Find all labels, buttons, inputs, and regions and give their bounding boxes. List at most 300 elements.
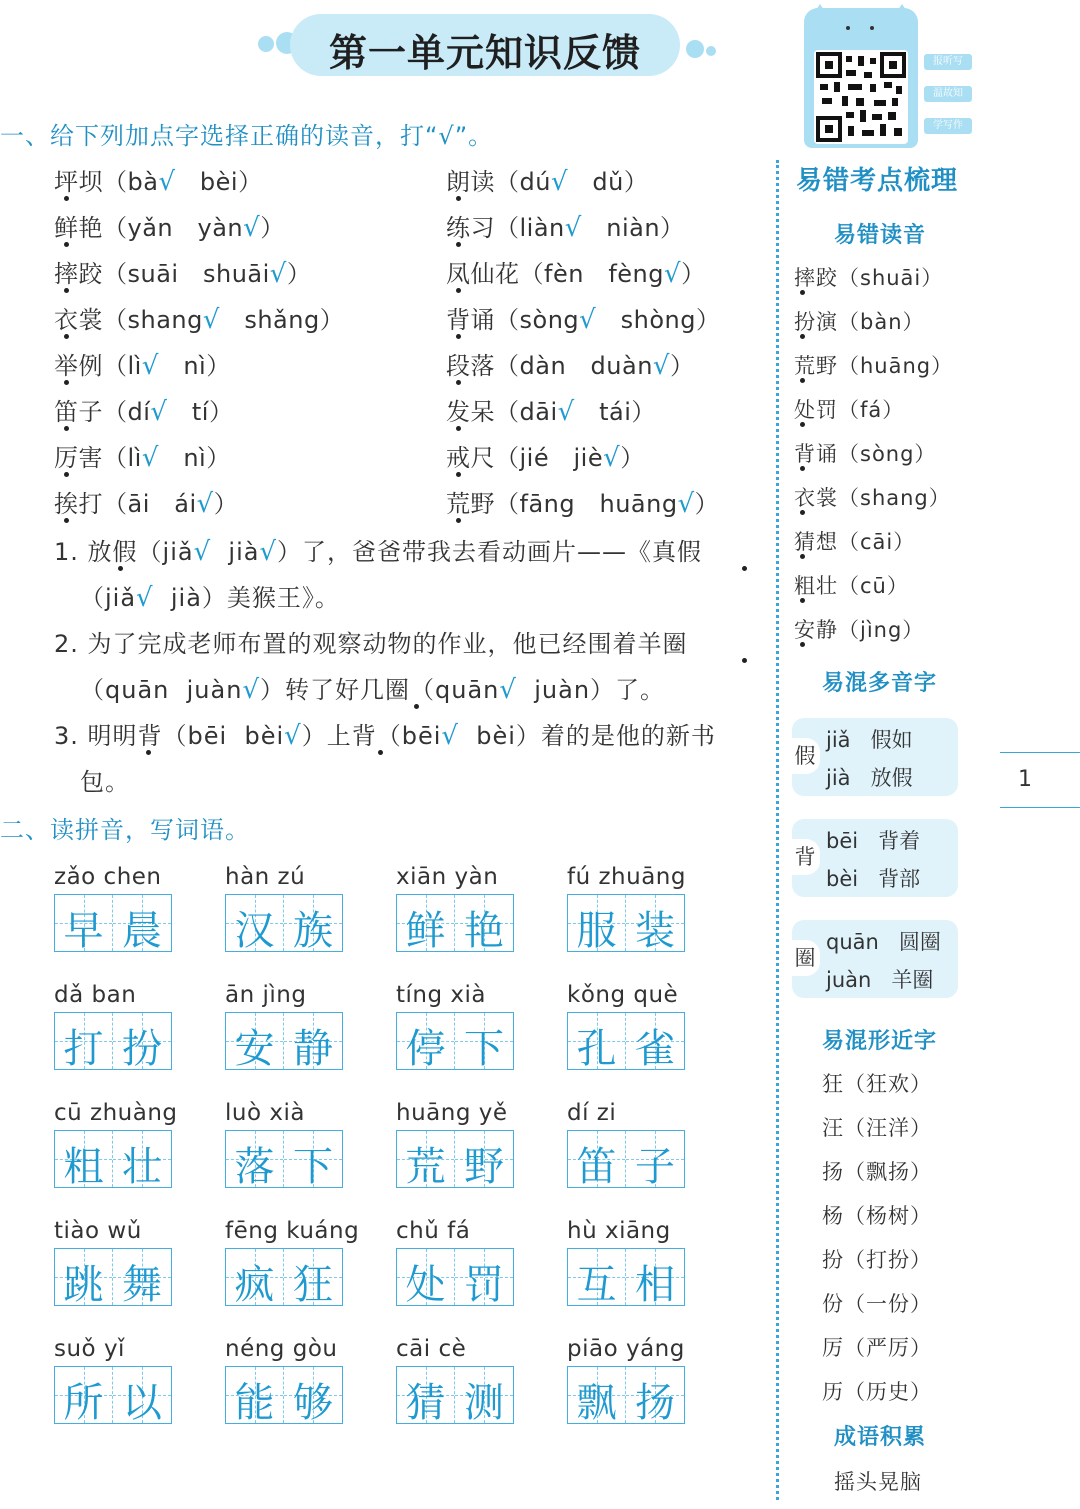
word-pinyin: suǒ yǐ [54, 1336, 125, 1362]
grid-box[interactable] [455, 1249, 513, 1308]
sentence-text: juàn [186, 676, 243, 704]
sidebar-subheading-polyphonic: 易混多音字 [822, 671, 938, 696]
option-b[interactable]: nì [183, 444, 207, 472]
option-b[interactable]: ái [174, 490, 197, 518]
eye-decoration [870, 26, 874, 30]
check-mark-icon: √ [557, 397, 575, 427]
pronunciation-item: 举例（lì√ nì） [54, 351, 231, 381]
sidebar-idiom: 摇头晃脑 [834, 1470, 922, 1494]
sidebar-subheading-idiom: 成语积累 [834, 1425, 927, 1450]
sidebar-reading-item: 安静（jìng） [794, 618, 925, 642]
option-b[interactable]: shuāi [202, 260, 270, 288]
sidebar-similar-item: 汪（汪洋） [822, 1116, 932, 1140]
writing-grid[interactable] [225, 1248, 343, 1306]
word-cell [225, 1336, 345, 1426]
writing-grid[interactable] [225, 1366, 343, 1424]
word-pinyin: néng gòu [225, 1336, 338, 1362]
option-b[interactable]: shòng [620, 306, 696, 334]
item-word: 衣裳 [54, 306, 103, 334]
option-b[interactable]: niàn [606, 214, 661, 242]
sidebar-similar-item: 扬（飘扬） [822, 1160, 932, 1184]
check-mark-icon: √ [284, 721, 302, 751]
pronunciation-item: 凤仙花（fèn fèng√） [446, 259, 706, 289]
option-a[interactable]: bà [127, 168, 159, 196]
writing-grid[interactable] [567, 1248, 685, 1306]
polyphonic-word: 圆圈 [898, 930, 941, 954]
grid-box[interactable] [113, 1249, 171, 1308]
qr-tag[interactable]: 温故知 [924, 86, 972, 102]
grid-character: 雀 [635, 1026, 675, 1072]
item-word: 坪坝 [54, 168, 103, 196]
option-b[interactable]: jiè [573, 444, 604, 472]
sidebar-subheading-similar: 易混形近字 [822, 1029, 938, 1054]
sentence-text: ）转了好几圈（quān [260, 676, 500, 704]
emphasis-dot [456, 196, 461, 201]
grid-box[interactable] [284, 895, 342, 954]
sentence-2-line-1: 2. 为了完成老师布置的观察动物的作业，他已经围着羊圈 [54, 630, 688, 658]
pronunciation-item: 鲜艳（yǎn yàn√） [54, 213, 285, 243]
grid-box[interactable] [397, 1013, 455, 1072]
sidebar-similar-item: 厉（严厉） [822, 1336, 932, 1360]
grid-box[interactable] [226, 895, 284, 954]
word-cell [225, 1218, 360, 1308]
qr-tag[interactable]: 报听写 [924, 54, 972, 70]
polyphonic-word: 假如 [870, 728, 913, 752]
sidebar-reading-item: 扮演（bàn） [794, 310, 925, 334]
emphasis-dot [456, 426, 461, 431]
grid-character: 扮 [122, 1026, 162, 1072]
option-b[interactable]: tí [191, 398, 209, 426]
sentence-text: （jiǎ [80, 584, 137, 612]
word-cell [225, 1100, 345, 1190]
emphasis-dot [456, 380, 461, 385]
word-cell [225, 864, 345, 954]
polyphonic-row [826, 964, 933, 994]
word-cell [54, 1336, 174, 1426]
qr-code-icon[interactable] [814, 50, 908, 144]
emphasis-dot [64, 518, 69, 523]
option-a[interactable]: dú [519, 168, 551, 196]
polyphonic-card [792, 718, 958, 796]
grid-character: 舞 [122, 1262, 162, 1308]
qr-tag[interactable]: 学写作 [924, 118, 972, 134]
grid-box[interactable] [226, 1249, 284, 1308]
writing-grid[interactable] [396, 1130, 514, 1188]
sentence-text: ）上背（bēi [301, 722, 442, 750]
option-a[interactable]: shang [127, 306, 203, 334]
writing-grid[interactable] [54, 1130, 172, 1188]
word-pinyin: ān jìng [225, 982, 307, 1008]
emphasis-dot [456, 334, 461, 339]
grid-box[interactable] [55, 895, 113, 954]
qr-card[interactable] [804, 8, 918, 148]
word-cell [396, 1100, 516, 1190]
sidebar-reading-item: 背诵（sòng） [794, 442, 937, 466]
option-a[interactable]: jié [519, 444, 550, 472]
emphasis-dot [64, 334, 69, 339]
emphasis-dot [800, 466, 805, 471]
pronunciation-item: 练习（liàn√ niàn） [446, 213, 685, 243]
grid-character: 装 [635, 908, 675, 954]
grid-box[interactable] [568, 1249, 626, 1308]
writing-grid[interactable] [567, 1366, 685, 1424]
polyphonic-char: 假 [790, 738, 820, 774]
emphasis-dot [800, 378, 805, 383]
grid-character: 处 [405, 1262, 446, 1308]
grid-box[interactable] [626, 1367, 684, 1426]
pronunciation-item: 坪坝（bà√ bèi） [54, 167, 263, 197]
ear-decoration [808, 4, 832, 22]
column-divider [776, 160, 779, 1500]
pronunciation-item: 戒尺（jié jiè√） [446, 443, 645, 473]
polyphonic-pinyin: jià [826, 766, 851, 790]
option-a[interactable]: fèn [544, 260, 584, 288]
sidebar-similar-item: 狂（狂欢） [822, 1072, 932, 1096]
check-mark-icon: √ [499, 675, 517, 705]
emphasis-dot [378, 750, 383, 755]
option-b[interactable]: dǔ [592, 168, 624, 196]
word-pinyin: kǒng què [567, 982, 679, 1008]
check-mark-icon: √ [141, 443, 159, 473]
grid-character: 孔 [576, 1026, 617, 1072]
pronunciation-item: 荒野（fāng huāng√） [446, 489, 720, 519]
polyphonic-pinyin: jiǎ [826, 728, 851, 752]
polyphonic-pinyin: bēi [826, 829, 859, 853]
writing-grid[interactable] [396, 1012, 514, 1070]
writing-grid[interactable] [396, 894, 514, 952]
grid-character: 狂 [293, 1262, 333, 1308]
emphasis-dot [800, 598, 805, 603]
grid-character: 下 [464, 1026, 504, 1072]
option-a[interactable]: lì [127, 352, 142, 380]
grid-box[interactable] [568, 1131, 626, 1190]
check-mark-icon: √ [259, 537, 278, 567]
option-b[interactable]: fèng [608, 260, 664, 288]
grid-box[interactable] [55, 1249, 113, 1308]
option-a[interactable]: dí [127, 398, 151, 426]
grid-box[interactable] [455, 1367, 513, 1426]
qr-tag-list [924, 54, 972, 150]
check-mark-icon: √ [202, 305, 220, 335]
sidebar-similar-item: 杨（杨树） [822, 1204, 932, 1228]
grid-box[interactable] [626, 1013, 684, 1072]
grid-box[interactable] [284, 1249, 342, 1308]
polyphonic-row [826, 926, 941, 956]
grid-character: 汉 [234, 908, 275, 954]
item-word: 发呆 [446, 398, 495, 426]
grid-character: 停 [405, 1026, 446, 1072]
grid-box[interactable] [55, 1013, 113, 1072]
word-pinyin: cū zhuàng [54, 1100, 178, 1126]
emphasis-dot [64, 426, 69, 431]
sentence-text: juàn）了。 [534, 676, 666, 704]
writing-grid[interactable] [396, 1366, 514, 1424]
grid-character: 族 [293, 908, 333, 954]
check-mark-icon: √ [150, 397, 168, 427]
grid-box[interactable] [226, 1131, 284, 1190]
sentence-text: bèi）着的是他的新书 [476, 722, 716, 750]
grid-box[interactable] [626, 895, 684, 954]
polyphonic-char: 背 [790, 839, 820, 875]
option-b[interactable]: huāng [599, 490, 678, 518]
polyphonic-row [826, 724, 913, 754]
grid-box[interactable] [626, 1249, 684, 1308]
word-cell [54, 1218, 174, 1308]
sidebar-similar-item: 份（一份） [822, 1292, 932, 1316]
word-pinyin: dǎ ban [54, 982, 137, 1008]
grid-box[interactable] [626, 1131, 684, 1190]
pronunciation-item: 朗读（dú√ dǔ） [446, 167, 649, 197]
section1-heading: 一、给下列加点字选择正确的读音，打“√”。 [0, 122, 494, 150]
sentence-text: jià）美猴王》。 [170, 584, 340, 612]
word-cell [396, 1218, 516, 1308]
sentence-text: ）了，爸爸带我去看动画片——《真假 [277, 538, 703, 566]
check-mark-icon: √ [677, 489, 695, 519]
grid-character: 能 [234, 1380, 275, 1426]
grid-box[interactable] [455, 895, 513, 954]
option-a[interactable]: dāi [519, 398, 558, 426]
page-number-box [1000, 752, 1080, 808]
grid-character: 晨 [122, 908, 162, 954]
emphasis-dot [800, 510, 805, 515]
polyphonic-word: 羊圈 [891, 968, 934, 992]
word-pinyin: piāo yáng [567, 1336, 685, 1362]
emphasis-dot [64, 242, 69, 247]
word-cell [567, 982, 687, 1072]
word-pinyin: huāng yě [396, 1100, 508, 1126]
check-mark-icon: √ [158, 167, 176, 197]
eye-decoration [846, 26, 850, 30]
grid-character: 打 [63, 1026, 104, 1072]
writing-grid[interactable] [54, 1366, 172, 1424]
sentence-1-line-2 [80, 578, 340, 613]
check-mark-icon: √ [243, 213, 261, 243]
option-a[interactable]: dàn [519, 352, 567, 380]
grid-character: 鲜 [405, 908, 446, 954]
option-a[interactable]: āi [127, 490, 150, 518]
word-pinyin: chǔ fá [396, 1218, 471, 1244]
option-a[interactable]: liàn [519, 214, 565, 242]
grid-box[interactable] [568, 895, 626, 954]
grid-character: 扬 [635, 1380, 675, 1426]
grid-character: 荒 [405, 1144, 446, 1190]
word-cell [567, 1336, 687, 1426]
grid-box[interactable] [113, 1013, 171, 1072]
polyphonic-card [792, 819, 958, 897]
pronunciation-item: 挨打（āi ái√） [54, 489, 239, 519]
word-cell [225, 982, 345, 1072]
grid-character: 所 [63, 1380, 104, 1426]
emphasis-dot [118, 566, 123, 571]
option-b[interactable]: bèi [199, 168, 239, 196]
option-a[interactable]: lì [127, 444, 142, 472]
polyphonic-word: 背着 [878, 829, 921, 853]
writing-grid[interactable] [54, 1012, 172, 1070]
grid-character: 服 [576, 908, 617, 954]
grid-box[interactable] [568, 1367, 626, 1426]
emphasis-dot [742, 658, 747, 663]
grid-character: 落 [234, 1144, 275, 1190]
check-mark-icon: √ [141, 351, 159, 381]
writing-grid[interactable] [225, 894, 343, 952]
word-cell [396, 982, 516, 1072]
grid-character: 下 [293, 1144, 333, 1190]
item-word: 背诵 [446, 306, 495, 334]
option-b[interactable]: tái [599, 398, 632, 426]
pronunciation-item: 发呆（dāi√ tái） [446, 397, 656, 427]
word-pinyin: zǎo chen [54, 864, 162, 890]
emphasis-dot [800, 554, 805, 559]
grid-box[interactable] [113, 895, 171, 954]
grid-character: 子 [635, 1144, 675, 1190]
check-mark-icon: √ [652, 351, 670, 381]
emphasis-dot [64, 380, 69, 385]
grid-box[interactable] [397, 1131, 455, 1190]
grid-box[interactable] [226, 1013, 284, 1072]
sentence-text: bèi [244, 722, 285, 750]
sentence-2-line-2 [80, 670, 665, 705]
grid-character: 疯 [234, 1262, 275, 1308]
grid-box[interactable] [455, 1013, 513, 1072]
writing-grid[interactable] [54, 1248, 172, 1306]
option-b[interactable]: duàn [590, 352, 653, 380]
word-pinyin: luò xià [225, 1100, 305, 1126]
emphasis-dot [456, 472, 461, 477]
polyphonic-word: 放假 [870, 766, 913, 790]
check-mark-icon: √ [564, 213, 582, 243]
writing-grid[interactable] [225, 1012, 343, 1070]
pronunciation-item: 段落（dàn duàn√） [446, 351, 695, 381]
title-banner [250, 10, 720, 80]
item-word: 荒野 [446, 490, 495, 518]
sidebar-reading-item: 摔跤（shuāi） [794, 266, 944, 290]
pronunciation-item: 厉害（lì√ nì） [54, 443, 231, 473]
emphasis-dot [456, 242, 461, 247]
grid-character: 野 [464, 1144, 504, 1190]
grid-character: 以 [122, 1380, 162, 1426]
pronunciation-item: 摔跤（suāi shuāi√） [54, 259, 312, 289]
item-word: 段落 [446, 352, 495, 380]
item-word: 厉害 [54, 444, 103, 472]
section2-heading: 二、读拼音，写词语。 [0, 816, 250, 844]
writing-grid[interactable] [567, 894, 685, 952]
polyphonic-pinyin: bèi [826, 867, 859, 891]
word-pinyin: tíng xià [396, 982, 486, 1008]
sidebar-reading-item: 猜想（cāi） [794, 530, 916, 554]
writing-grid[interactable] [396, 1248, 514, 1306]
emphasis-dot [64, 472, 69, 477]
grid-character: 相 [635, 1262, 675, 1308]
writing-grid[interactable] [567, 1130, 685, 1188]
grid-box[interactable] [568, 1013, 626, 1072]
option-b[interactable]: nì [183, 352, 207, 380]
grid-box[interactable] [226, 1367, 284, 1426]
polyphonic-word: 背部 [878, 867, 921, 891]
item-word: 朗读 [446, 168, 495, 196]
writing-grid[interactable] [225, 1130, 343, 1188]
polyphonic-pinyin: juàn [826, 968, 872, 992]
grid-box[interactable] [55, 1367, 113, 1426]
check-mark-icon: √ [269, 259, 287, 289]
grid-character: 安 [234, 1026, 275, 1072]
word-cell [396, 1336, 516, 1426]
check-mark-icon: √ [579, 305, 597, 335]
emphasis-dot [800, 642, 805, 647]
grid-character: 粗 [63, 1144, 104, 1190]
emphasis-dot [414, 704, 419, 709]
grid-character: 测 [464, 1380, 504, 1426]
check-mark-icon: √ [603, 443, 621, 473]
sidebar-reading-item: 荒野（huāng） [794, 354, 954, 378]
sidebar-similar-item: 历（历史） [822, 1380, 932, 1404]
grid-box[interactable] [397, 1249, 455, 1308]
word-pinyin: tiào wǔ [54, 1218, 142, 1244]
emphasis-dot [742, 566, 747, 571]
grid-character: 飘 [576, 1380, 617, 1426]
grid-character: 笛 [576, 1144, 617, 1190]
grid-box[interactable] [284, 1367, 342, 1426]
sidebar-title: 易错考点梳理 [796, 166, 959, 196]
grid-box[interactable] [397, 1367, 455, 1426]
option-a[interactable]: yǎn [127, 214, 174, 242]
grid-box[interactable] [55, 1131, 113, 1190]
polyphonic-row [826, 863, 920, 893]
emphasis-dot [64, 288, 69, 293]
word-cell [54, 1100, 178, 1190]
writing-grid[interactable] [567, 1012, 685, 1070]
sidebar-reading-item: 粗壮（cū） [794, 574, 909, 598]
grid-box[interactable] [113, 1367, 171, 1426]
writing-grid[interactable] [54, 894, 172, 952]
grid-box[interactable] [113, 1131, 171, 1190]
pronunciation-item: 背诵（sòng√ shòng） [446, 305, 721, 335]
word-cell [396, 864, 516, 954]
option-b[interactable]: yàn [197, 214, 244, 242]
item-word: 摔跤 [54, 260, 103, 288]
grid-character: 猜 [405, 1380, 446, 1426]
grid-box[interactable] [397, 895, 455, 954]
polyphonic-char: 圈 [790, 940, 820, 976]
check-mark-icon: √ [196, 489, 214, 519]
polyphonic-row [826, 762, 913, 792]
grid-character: 够 [293, 1380, 333, 1426]
item-word: 凤仙花 [446, 260, 520, 288]
grid-box[interactable] [455, 1131, 513, 1190]
word-cell [567, 864, 687, 954]
word-pinyin: hàn zú [225, 864, 306, 890]
word-cell [567, 1100, 687, 1190]
grid-box[interactable] [284, 1013, 342, 1072]
option-a[interactable]: fāng [519, 490, 576, 518]
grid-character: 艳 [464, 908, 504, 954]
word-pinyin: fú zhuāng [567, 864, 686, 890]
sentence-1-line-1 [54, 532, 702, 567]
check-mark-icon: √ [193, 537, 212, 567]
item-word: 鲜艳 [54, 214, 103, 242]
emphasis-dot [456, 518, 461, 523]
word-cell [567, 1218, 687, 1308]
word-pinyin: fēng kuáng [225, 1218, 360, 1244]
option-a[interactable]: suāi [127, 260, 179, 288]
sentence-text: （quān [80, 676, 170, 704]
option-a[interactable]: sòng [519, 306, 580, 334]
sidebar-reading-item: 处罚（fá） [794, 398, 905, 422]
sentence-text: 3. 明明背（bēi [54, 722, 228, 750]
emphasis-dot [800, 422, 805, 427]
sentence-text: jià [228, 538, 260, 566]
option-b[interactable]: shǎng [244, 306, 320, 334]
grid-box[interactable] [284, 1131, 342, 1190]
